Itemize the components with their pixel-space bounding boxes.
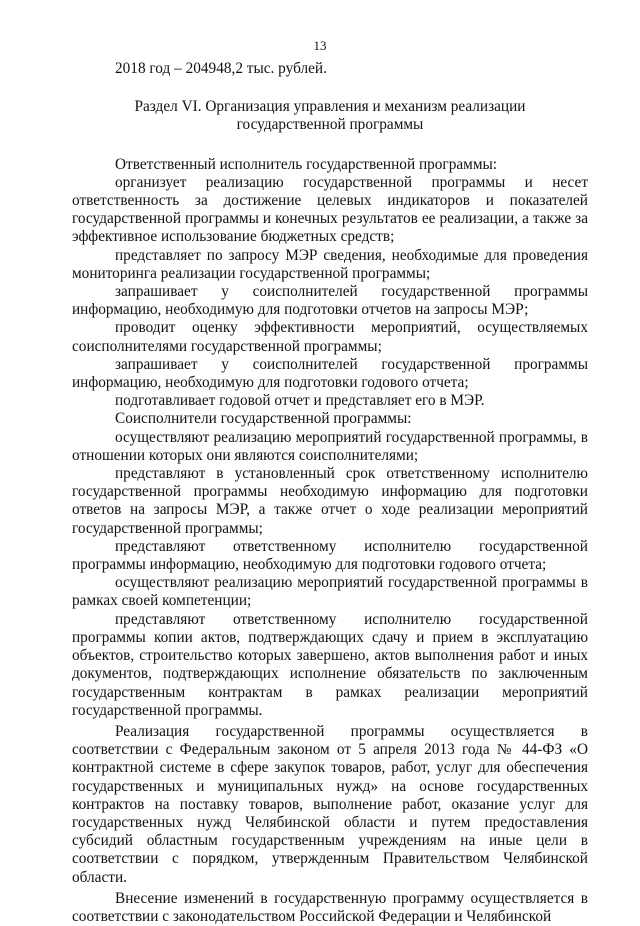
paragraph: представляет по запросу МЭР сведения, необходимые для проведения мониторинга реализации государственной программы; [72,246,588,282]
paragraph: представляют в установленный срок ответственному исполнителю государственной программы необходимую информацию для подготовки ответов на запросы МЭР, а также отчет о ходе реализации мероприятий государственной программы; [72,465,588,537]
document-body [72,60,588,926]
paragraph: подготавливает годовой отчет и представляет его в МЭР. [115,392,485,410]
page-number: 13 [313,38,327,53]
paragraph: Соисполнители государственной программы: [115,410,412,428]
paragraph: представляют ответственному исполнителю государственной программы информацию, необходимую для подготовки годового отчета; [72,537,588,574]
paragraph: представляют ответственному исполнителю государственной программы копии актов, подтверждающих сдачу и прием в эксплуатацию объектов, строительство которых завершено, актов выполнения работ и иных документов, подтверждающих исполнение обязательств по заключенным государственным контрактам в рамках реализации мероприятий государственной программы. [72,610,588,719]
intro-line: 2018 год – 204948,2 тыс. рублей. [115,60,327,77]
paragraph: осуществляют реализацию мероприятий государственной программы, в отношении которых они являются соисполнителями; [72,428,588,464]
paragraph: Внесение изменений в государственную программу осуществляется в соответствии с законодательством Российской Федерации и Челябинской [72,889,588,925]
paragraph: Реализация государственной программы осуществляется в соответствии с Федеральным законом от 5 апреля 2013 года № 44-ФЗ «О контрактной системе в сфере закупок товаров, работ, услуг для обеспечения государственных и муниципальных нужд» на основе государственных контрактов на поставку товаров, выполнение работ, оказание услуг для государственных нужд Челябинской области и путем предоставления субсидий областным государственным учреждениям на иные цели в соответствии с порядком, утвержденным Правительством Челябинской области. [72,722,588,886]
paragraph: запрашивает у соисполнителей государственной программы информацию, необходимую для подготовки годового отчета; [72,355,588,392]
paragraph: осуществляют реализацию мероприятий государственной программы в рамках своей компетенции; [72,574,588,610]
paragraph: проводит оценку эффективности мероприятий, осуществляемых соисполнителями государственной программы; [72,319,588,355]
section-title: Раздел VI. Организация управления и механизм реализации государственной программы [134,98,526,134]
paragraph: запрашивает у соисполнителей государственной программы информацию, необходимую для подготовки отчетов на запросы МЭР; [72,283,588,319]
paragraph: Ответственный исполнитель государственной программы: [115,155,498,173]
paragraph: организует реализацию государственной программы и несет ответственность за достижение целевых индикаторов и показателей государственной программы и конечных результатов ее реализации, а также за эффективное использование бюджетных средств; [72,173,588,246]
